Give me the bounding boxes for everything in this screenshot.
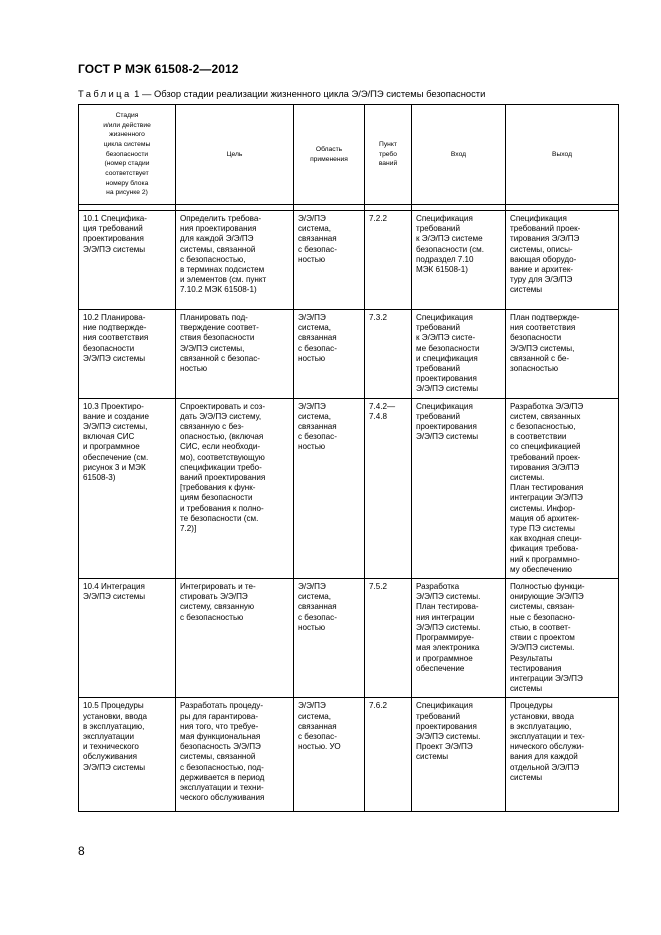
table-header-row: [79, 105, 619, 205]
table-row: [79, 698, 619, 812]
table-row: [79, 398, 619, 578]
cell-output: Полностью функци- онирующие Э/Э/ПЭ системы, связан- ные с безопасно- стью, в соответ- ствии с проектом Э/Э/ПЭ системы. Результаты тестирования интеграции Э/Э/ПЭ системы: [506, 579, 619, 698]
document-code: ГОСТ Р МЭК 61508-2—2012: [78, 62, 239, 76]
cell-stage: 10.4 Интеграция Э/Э/ПЭ системы: [79, 579, 176, 698]
cell-stage: 10.3 Проектиро- вание и создание Э/Э/ПЭ системы, включая СИС и программное обеспечение (см. рисунок 3 и МЭК 61508-3): [79, 398, 176, 578]
cell-goal: Планировать под- тверждение соответ- ствия безопасности Э/Э/ПЭ системы, связанной с безопас- ностью: [176, 310, 294, 399]
cell-input: Спецификация требований к Э/Э/ПЭ системе безопасности (см. подраздел 7.10 МЭК 61508-1): [412, 211, 506, 310]
table-caption-label: Таблица: [78, 88, 132, 99]
cell-scope: Э/Э/ПЭ система, связанная с безопас- ностью: [294, 579, 365, 698]
cell-scope: Э/Э/ПЭ система, связанная с безопас- ностью: [294, 398, 365, 578]
cell-stage: 10.2 Планирова- ние подтвержде- ния соответствия безопасности Э/Э/ПЭ системы: [79, 310, 176, 399]
cell-stage: 10.1 Специфика- ция требований проектирования Э/Э/ПЭ системы: [79, 211, 176, 310]
cell-goal: Спроектировать и соз- дать Э/Э/ПЭ систему, связанную с без- опасностью, (включая СИС, если необходи- мо), соответствующую спецификации требо- ваний проектирования [требования к функ- циям безопасности и требования к полно- те безопасности (см. 7.2)]: [176, 398, 294, 578]
cell-clause: 7.2.2: [365, 211, 412, 310]
column-header-output: Выход: [506, 105, 619, 205]
column-header-scope: Область применения: [294, 105, 365, 205]
lifecycle-table: [78, 104, 619, 812]
cell-goal: Разработать процеду- ры для гарантирова- ния того, что требуе- мая функциональная безопасность Э/Э/ПЭ системы, связанной с безопасностью, под- держивается в период эксплуатации и техни- ческого обслуживания: [176, 698, 294, 812]
cell-scope: Э/Э/ПЭ система, связанная с безопас- ностью: [294, 310, 365, 399]
column-header-clause: Пункт требо ваний: [365, 105, 412, 205]
cell-clause: 7.6.2: [365, 698, 412, 812]
cell-output: Разработка Э/Э/ПЭ систем, связанных с безопасностью, в соответствии со спецификацией требований проек- тирования Э/Э/ПЭ системы. План тестирования интеграции Э/Э/ПЭ системы. Инфор- мация об архитек- туре ПЭ системы как входная специ- фикация требова- ний к программно- му обеспечению: [506, 398, 619, 578]
column-header-goal: Цель: [176, 105, 294, 205]
table-row: [79, 310, 619, 399]
cell-clause: 7.5.2: [365, 579, 412, 698]
cell-clause: 7.4.2— 7.4.8: [365, 398, 412, 578]
page-number: 8: [78, 844, 85, 858]
cell-output: Спецификация требований проек- тирования Э/Э/ПЭ системы, описы- вающая оборудо- вание и архитек- туру для Э/Э/ПЭ системы: [506, 211, 619, 310]
cell-input: Спецификация требований проектирования Э/Э/ПЭ системы: [412, 398, 506, 578]
table-row: [79, 579, 619, 698]
table-caption: [78, 88, 638, 99]
cell-scope: Э/Э/ПЭ система, связанная с безопас- ностью: [294, 211, 365, 310]
column-header-input: Вход: [412, 105, 506, 205]
cell-output: План подтвержде- ния соответствия безопасности Э/Э/ПЭ системы, связанной с бе- зопасностью: [506, 310, 619, 399]
cell-output: Процедуры установки, ввода в эксплуатацию, эксплуатации и тех- нического обслужи- вания для каждой отдельной Э/Э/ПЭ системы: [506, 698, 619, 812]
table-caption-text: 1 — Обзор стадии реализации жизненного цикла Э/Э/ПЭ системы безопасности: [131, 88, 486, 99]
column-header-stage: Стадия и/или действие жизненного цикла системы безопасности (номер стадии соответствует номеру блока на рисунке 2): [79, 105, 176, 205]
cell-clause: 7.3.2: [365, 310, 412, 399]
cell-goal: Определить требова- ния проектирования для каждой Э/Э/ПЭ системы, связанной с безопасностью, в терминах подсистем и элементов (см. пункт 7.10.2 МЭК 61508-1): [176, 211, 294, 310]
cell-input: Спецификация требований проектирования Э/Э/ПЭ системы. Проект Э/Э/ПЭ системы: [412, 698, 506, 812]
cell-goal: Интегрировать и те- стировать Э/Э/ПЭ систему, связанную с безопасностью: [176, 579, 294, 698]
cell-input: Разработка Э/Э/ПЭ системы. План тестирова- ния интеграции Э/Э/ПЭ системы. Программируе- мая электроника и программное обеспечение: [412, 579, 506, 698]
cell-scope: Э/Э/ПЭ система, связанная с безопас- ностью. УО: [294, 698, 365, 812]
cell-input: Спецификация требований к Э/Э/ПЭ систе- ме безопасности и спецификация требований проектирования Э/Э/ПЭ системы: [412, 310, 506, 399]
table-row: [79, 211, 619, 310]
cell-stage: 10.5 Процедуры установки, ввода в эксплуатацию, эксплуатации и технического обслуживания Э/Э/ПЭ системы: [79, 698, 176, 812]
